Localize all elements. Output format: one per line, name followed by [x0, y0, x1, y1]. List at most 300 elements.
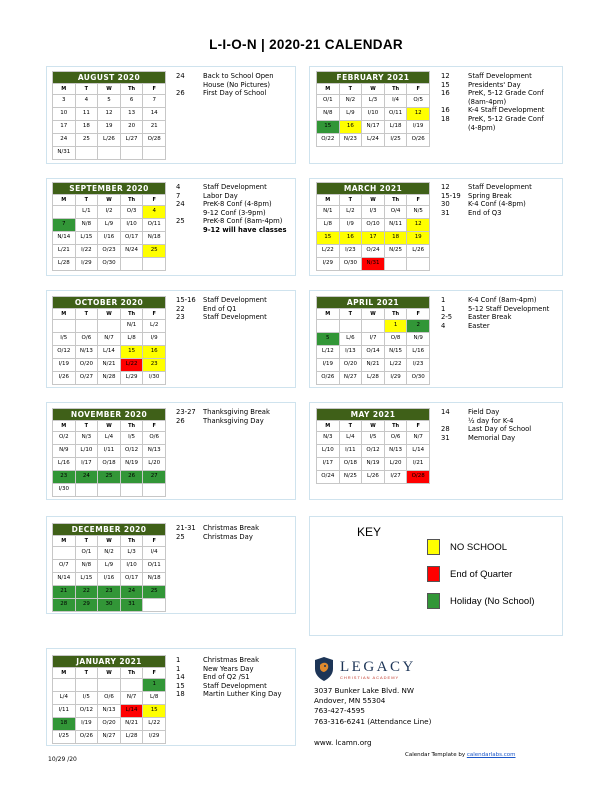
- day-cell: 18: [75, 121, 98, 134]
- day-cell: O/18: [339, 458, 362, 471]
- month-calendar-december-2020: [52, 523, 166, 612]
- day-cell: [120, 484, 143, 497]
- event-item: [441, 81, 544, 90]
- day-cell: I/17: [317, 458, 340, 471]
- month-events-april-2021: [441, 296, 549, 330]
- month-events-january-2021: [176, 656, 281, 699]
- event-item: [441, 106, 544, 115]
- day-cell: I/16: [98, 573, 121, 586]
- event-item: [176, 72, 274, 81]
- weekday-header: M: [317, 421, 340, 432]
- day-cell: 31: [120, 599, 143, 612]
- event-item: [441, 425, 531, 434]
- day-cell: N/7: [98, 333, 121, 346]
- day-cell: L/3: [120, 547, 143, 560]
- event-text: Thanksgiving Break: [203, 408, 270, 416]
- day-cell: 5: [317, 333, 340, 346]
- weekday-header: T: [339, 195, 362, 206]
- page-title: L-I-O-N | 2020-21 CALENDAR: [209, 37, 403, 52]
- day-cell: [98, 320, 121, 333]
- week-row: [53, 560, 166, 573]
- day-cell: O/26: [407, 134, 430, 147]
- day-cell: [75, 320, 98, 333]
- day-cell: I/29: [75, 258, 98, 271]
- event-item: [176, 305, 267, 314]
- day-cell: 19: [407, 232, 430, 245]
- month-calendar-november-2020: [52, 408, 166, 497]
- event-date: [176, 226, 203, 235]
- week-row: [317, 445, 430, 458]
- weekday-header: Th: [384, 309, 407, 320]
- event-date: 28: [441, 425, 450, 434]
- key-label: NO SCHOOL: [450, 541, 508, 553]
- month-events-february-2021: [441, 72, 544, 132]
- day-cell: L/10: [75, 445, 98, 458]
- day-cell: I/11: [339, 445, 362, 458]
- event-date: 18: [176, 690, 185, 699]
- month-title: DECEMBER 2020: [53, 524, 166, 536]
- day-cell: 7: [53, 219, 76, 232]
- day-cell: I/11: [98, 445, 121, 458]
- event-date: 7: [176, 191, 181, 200]
- day-cell: N/9: [407, 333, 430, 346]
- key-title: KEY: [357, 525, 382, 539]
- weekday-header: M: [53, 536, 76, 547]
- day-cell: N/19: [120, 458, 143, 471]
- event-item: [441, 313, 549, 322]
- day-cell: 12: [407, 219, 430, 232]
- month-calendar-march-2021: [316, 182, 430, 271]
- day-cell: N/17: [362, 121, 385, 134]
- key-item-no-school: [427, 539, 507, 555]
- event-item: [441, 183, 532, 192]
- week-row: [53, 692, 166, 705]
- event-item: [441, 296, 549, 305]
- week-row: [53, 458, 166, 471]
- event-text: PreK, 5-12 Grade Conf: [468, 89, 544, 98]
- month-events-march-2021: [441, 183, 532, 217]
- day-cell: O/11: [384, 108, 407, 121]
- event-item: [176, 533, 259, 542]
- week-row: [53, 573, 166, 586]
- day-cell: L/16: [407, 346, 430, 359]
- day-cell: I/25: [384, 134, 407, 147]
- day-cell: 25: [143, 586, 166, 599]
- week-row: [53, 121, 166, 134]
- day-cell: N/15: [384, 346, 407, 359]
- month-title: APRIL 2021: [317, 297, 430, 309]
- event-text: Easter: [468, 321, 490, 330]
- event-text: Staff Development: [203, 681, 267, 690]
- day-cell: L/22: [317, 245, 340, 258]
- event-date: [176, 81, 203, 90]
- week-row: [317, 245, 430, 258]
- event-item: [176, 665, 281, 674]
- weekday-header: W: [98, 309, 121, 320]
- day-cell: O/28: [143, 134, 166, 147]
- day-cell: 3: [53, 95, 76, 108]
- day-cell: 21: [143, 121, 166, 134]
- event-date: 15-16: [176, 296, 196, 304]
- day-cell: [53, 679, 76, 692]
- event-date: 24: [176, 72, 185, 80]
- weekday-header: M: [53, 421, 76, 432]
- day-cell: I/26: [53, 372, 76, 385]
- day-cell: [407, 258, 430, 271]
- day-cell: 25: [75, 134, 98, 147]
- event-text: PreK-8 Conf (4-8pm): [203, 200, 272, 209]
- weekday-header: T: [75, 536, 98, 547]
- day-cell: 30: [98, 599, 121, 612]
- event-text: Staff Development: [203, 183, 267, 191]
- event-text: Presidents' Day: [468, 80, 521, 89]
- day-cell: O/27: [75, 372, 98, 385]
- week-row: [317, 258, 430, 271]
- event-text: Field Day: [468, 408, 500, 416]
- event-item: [441, 72, 544, 81]
- weekday-header: W: [98, 84, 121, 95]
- day-cell: I/30: [143, 372, 166, 385]
- day-cell: [98, 147, 121, 160]
- event-date: 14: [176, 673, 185, 682]
- day-cell: O/6: [143, 432, 166, 445]
- day-cell: O/1: [317, 95, 340, 108]
- month-title: JANUARY 2021: [53, 656, 166, 668]
- event-text: PreK, 5-12 Grade Conf: [468, 114, 544, 123]
- week-row: [53, 445, 166, 458]
- event-text: House (No Pictures): [203, 80, 271, 89]
- event-item: [441, 200, 532, 209]
- day-cell: 13: [120, 108, 143, 121]
- week-row: [317, 134, 430, 147]
- weekday-header: T: [339, 421, 362, 432]
- event-item: [176, 200, 287, 209]
- week-row: [53, 718, 166, 731]
- event-date: 1: [441, 296, 446, 304]
- day-cell: N/27: [339, 372, 362, 385]
- day-cell: O/12: [362, 445, 385, 458]
- event-date: 30: [441, 200, 450, 209]
- day-cell: O/28: [407, 471, 430, 484]
- day-cell: N/1: [317, 206, 340, 219]
- day-cell: 15: [317, 121, 340, 134]
- end-of-quarter-swatch: [427, 566, 440, 582]
- day-cell: N/13: [143, 445, 166, 458]
- day-cell: 15: [317, 232, 340, 245]
- day-cell: [75, 147, 98, 160]
- day-cell: O/6: [98, 692, 121, 705]
- month-title: MAY 2021: [317, 409, 430, 421]
- day-cell: 27: [143, 471, 166, 484]
- event-date: [176, 209, 203, 218]
- day-cell: L/9: [98, 560, 121, 573]
- event-date: 24: [176, 200, 185, 209]
- day-cell: I/22: [75, 245, 98, 258]
- day-cell: N/14: [53, 232, 76, 245]
- weekday-header: T: [75, 421, 98, 432]
- day-cell: L/27: [120, 134, 143, 147]
- weekday-header: Th: [120, 421, 143, 432]
- school-website[interactable]: www. lcamn.org: [314, 738, 372, 747]
- weekday-header: T: [339, 84, 362, 95]
- day-cell: I/5: [75, 692, 98, 705]
- day-cell: [98, 679, 121, 692]
- month-events-october-2020: [176, 296, 267, 322]
- day-cell: O/20: [75, 359, 98, 372]
- day-cell: L/20: [384, 458, 407, 471]
- day-cell: L/8: [120, 333, 143, 346]
- day-cell: O/3: [120, 206, 143, 219]
- event-item: [176, 89, 274, 98]
- weekday-header: Th: [384, 195, 407, 206]
- day-cell: O/12: [53, 346, 76, 359]
- week-row: [53, 206, 166, 219]
- event-text: Memorial Day: [468, 433, 516, 442]
- day-cell: [362, 320, 385, 333]
- month-calendar-february-2021: [316, 71, 430, 147]
- event-text: 9-12 Conf (3-9pm): [203, 208, 266, 217]
- day-cell: [98, 484, 121, 497]
- event-date: 1: [441, 304, 446, 313]
- event-date: 12: [441, 183, 450, 191]
- weekday-header: Th: [120, 195, 143, 206]
- day-cell: I/25: [53, 731, 76, 744]
- weekday-header: F: [407, 309, 430, 320]
- week-row: [53, 346, 166, 359]
- week-row: [317, 333, 430, 346]
- day-cell: 11: [75, 108, 98, 121]
- event-item: [441, 408, 531, 417]
- day-cell: 15: [120, 346, 143, 359]
- day-cell: L/26: [362, 471, 385, 484]
- day-cell: I/10: [362, 108, 385, 121]
- event-date: 4: [176, 183, 181, 191]
- holiday-swatch: [427, 593, 440, 609]
- day-cell: [143, 484, 166, 497]
- day-cell: N/2: [98, 547, 121, 560]
- day-cell: I/4: [143, 547, 166, 560]
- week-row: [317, 121, 430, 134]
- event-text: 9-12 will have classes: [203, 225, 287, 234]
- week-row: [317, 95, 430, 108]
- weekday-header: F: [407, 421, 430, 432]
- day-cell: [143, 258, 166, 271]
- weekday-header: F: [143, 309, 166, 320]
- weekday-header: W: [98, 421, 121, 432]
- month-title: OCTOBER 2020: [53, 297, 166, 309]
- event-text: End of Q1: [203, 304, 237, 313]
- day-cell: [53, 206, 76, 219]
- day-cell: I/17: [75, 458, 98, 471]
- day-cell: 4: [75, 95, 98, 108]
- weekday-header: T: [339, 309, 362, 320]
- week-row: [317, 232, 430, 245]
- day-cell: N/13: [75, 346, 98, 359]
- week-row: [317, 372, 430, 385]
- day-cell: 16: [339, 121, 362, 134]
- event-date: 23-27: [176, 408, 196, 416]
- day-cell: L/6: [339, 333, 362, 346]
- day-cell: [53, 547, 76, 560]
- day-cell: I/30: [53, 484, 76, 497]
- day-cell: [317, 320, 340, 333]
- credit-link[interactable]: calendarlabs.com: [466, 752, 516, 758]
- day-cell: O/8: [384, 333, 407, 346]
- event-text: Back to School Open: [203, 72, 274, 80]
- day-cell: I/4: [384, 95, 407, 108]
- day-cell: L/2: [143, 320, 166, 333]
- day-cell: O/5: [407, 95, 430, 108]
- week-row: [53, 258, 166, 271]
- day-cell: O/26: [317, 372, 340, 385]
- weekday-header: F: [407, 195, 430, 206]
- day-cell: N/7: [120, 692, 143, 705]
- event-date: 2-5: [441, 313, 453, 322]
- phone-main: 763-427-4595: [314, 706, 365, 716]
- weekday-header: Th: [120, 668, 143, 679]
- day-cell: N/18: [143, 232, 166, 245]
- event-date: 16: [441, 89, 450, 98]
- day-cell: I/23: [339, 245, 362, 258]
- day-cell: L/15: [75, 573, 98, 586]
- day-cell: 2: [407, 320, 430, 333]
- week-row: [53, 599, 166, 612]
- day-cell: O/10: [362, 219, 385, 232]
- event-date: 31: [441, 208, 450, 217]
- event-text: End of Q3: [468, 208, 502, 217]
- day-cell: 15: [143, 705, 166, 718]
- day-cell: I/19: [53, 359, 76, 372]
- day-cell: 19: [98, 121, 121, 134]
- day-cell: I/29: [143, 731, 166, 744]
- day-cell: [53, 320, 76, 333]
- day-cell: 16: [143, 346, 166, 359]
- event-text: Martin Luther King Day: [203, 690, 282, 699]
- event-item: [441, 98, 544, 107]
- day-cell: [120, 679, 143, 692]
- key-item-holiday: [427, 593, 534, 609]
- day-cell: N/1: [120, 320, 143, 333]
- week-row: [53, 586, 166, 599]
- week-row: [53, 372, 166, 385]
- week-row: [53, 705, 166, 718]
- day-cell: I/29: [384, 372, 407, 385]
- day-cell: O/6: [384, 432, 407, 445]
- day-cell: N/8: [75, 219, 98, 232]
- day-cell: O/12: [75, 705, 98, 718]
- month-events-september-2020: [176, 183, 287, 235]
- week-row: [53, 219, 166, 232]
- event-date: [441, 124, 468, 133]
- day-cell: L/16: [53, 458, 76, 471]
- event-item: [441, 305, 549, 314]
- event-item: [176, 192, 287, 201]
- template-credit: [405, 752, 516, 758]
- event-item: [176, 656, 281, 665]
- day-cell: L/22: [143, 718, 166, 731]
- weekday-header: W: [98, 536, 121, 547]
- day-cell: 1: [384, 320, 407, 333]
- event-item: [176, 313, 267, 322]
- event-date: 15: [176, 681, 185, 690]
- weekday-header: M: [53, 668, 76, 679]
- day-cell: [143, 147, 166, 160]
- weekday-header: Th: [384, 84, 407, 95]
- event-text: (4-8pm): [468, 123, 496, 132]
- event-text: Staff Development: [468, 72, 532, 80]
- month-events-december-2020: [176, 524, 259, 541]
- day-cell: 29: [75, 599, 98, 612]
- address-line-1: 3037 Bunker Lake Blvd. NW: [314, 686, 415, 695]
- day-cell: L/3: [362, 95, 385, 108]
- day-cell: I/5: [120, 432, 143, 445]
- day-cell: 24: [120, 586, 143, 599]
- day-cell: I/19: [317, 359, 340, 372]
- event-text: End of Q2 /S1: [203, 673, 250, 682]
- event-item: [176, 682, 281, 691]
- weekday-header: F: [143, 84, 166, 95]
- day-cell: L/14: [98, 346, 121, 359]
- day-cell: 23: [143, 359, 166, 372]
- key-label: End of Quarter: [450, 568, 513, 580]
- event-text: Christmas Break: [203, 524, 260, 532]
- day-cell: 28: [53, 599, 76, 612]
- event-item: [176, 408, 270, 417]
- weekday-header: M: [317, 84, 340, 95]
- month-calendar-august-2020: [52, 71, 166, 160]
- day-cell: L/20: [143, 458, 166, 471]
- day-cell: N/21: [120, 718, 143, 731]
- event-text: Last Day of School: [468, 425, 532, 434]
- weekday-header: M: [53, 195, 76, 206]
- week-row: [317, 206, 430, 219]
- weekday-header: F: [143, 195, 166, 206]
- day-cell: N/31: [362, 258, 385, 271]
- day-cell: L/10: [317, 445, 340, 458]
- weekday-header: T: [75, 668, 98, 679]
- day-cell: 22: [75, 586, 98, 599]
- weekday-header: W: [362, 84, 385, 95]
- month-calendar-october-2020: [52, 296, 166, 385]
- day-cell: L/8: [143, 692, 166, 705]
- day-cell: I/10: [120, 219, 143, 232]
- event-text: K-4 Conf (8am-4pm): [468, 296, 537, 304]
- day-cell: N/7: [407, 432, 430, 445]
- day-cell: L/28: [53, 258, 76, 271]
- day-cell: 16: [339, 232, 362, 245]
- weekday-header: W: [98, 668, 121, 679]
- month-title: FEBRUARY 2021: [317, 72, 430, 84]
- week-row: [53, 245, 166, 258]
- event-date: 31: [441, 433, 450, 442]
- day-cell: L/8: [317, 219, 340, 232]
- event-date: 15: [441, 80, 450, 89]
- month-events-august-2020: [176, 72, 274, 98]
- event-text: Labor Day: [203, 191, 238, 200]
- event-item: [176, 296, 267, 305]
- week-row: [53, 320, 166, 333]
- day-cell: 4: [143, 206, 166, 219]
- event-item: [176, 226, 287, 235]
- week-row: [317, 346, 430, 359]
- day-cell: O/7: [53, 560, 76, 573]
- month-events-may-2021: [441, 408, 531, 442]
- day-cell: 23: [98, 586, 121, 599]
- day-cell: N/27: [98, 731, 121, 744]
- day-cell: 12: [407, 108, 430, 121]
- day-cell: I/13: [339, 346, 362, 359]
- week-row: [53, 359, 166, 372]
